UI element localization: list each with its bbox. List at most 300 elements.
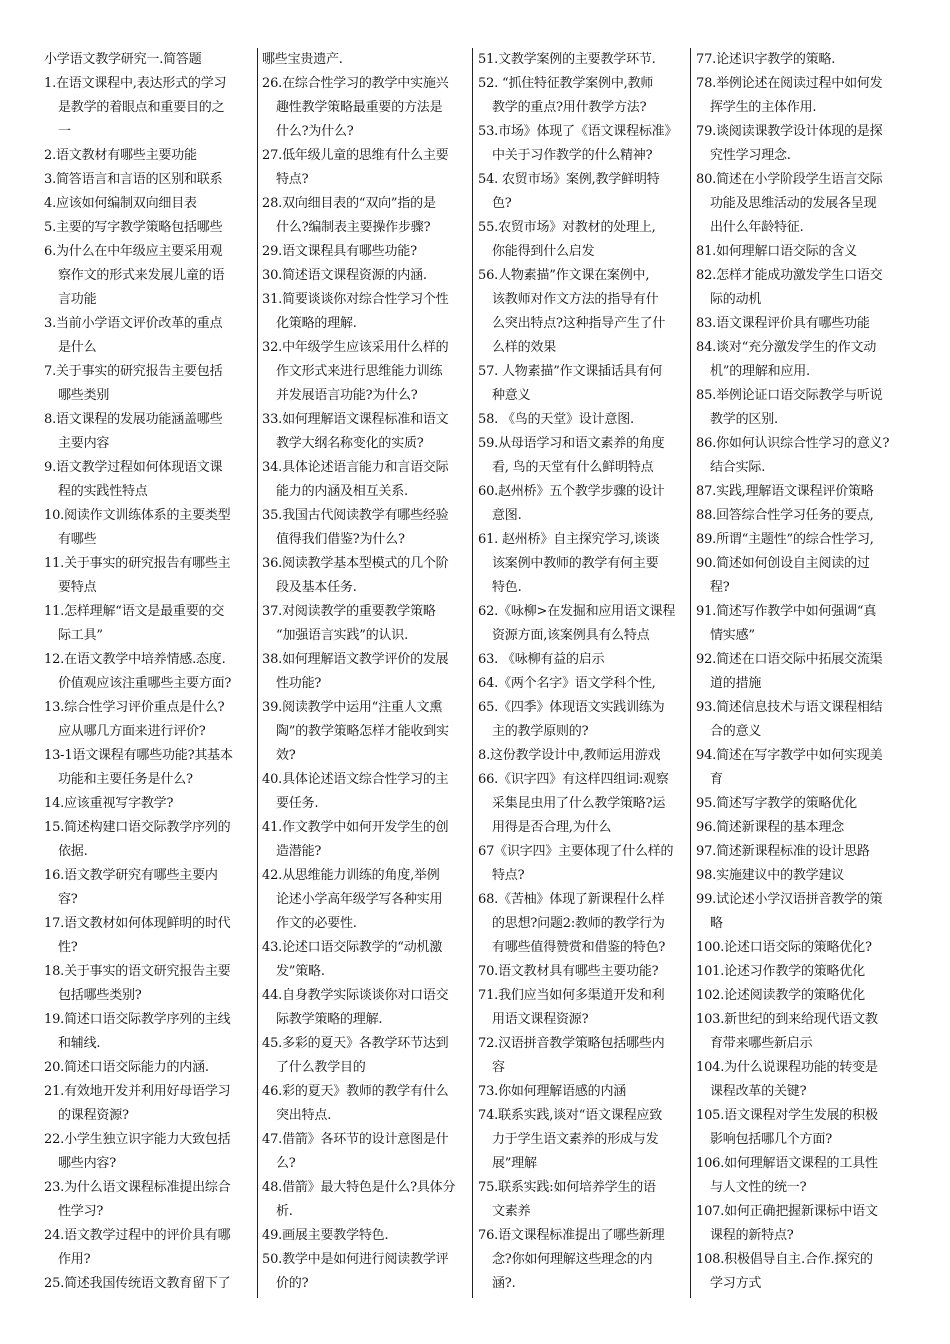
- question-item: [692, 504, 914, 528]
- question-text-continued: 合的意义: [710, 724, 762, 739]
- column-2: [258, 48, 470, 1298]
- question-item: [258, 936, 470, 984]
- question-text: 60.赵州桥》五个教学步骤的设计: [478, 484, 665, 499]
- question-text-continued: 用得是否合理,为什么: [492, 820, 612, 835]
- question-text-continued: 机”的理解和应用.: [710, 364, 810, 379]
- question-text-continued: 种意义: [492, 388, 531, 403]
- question-item: [258, 552, 470, 600]
- question-text: 59.从母语学习和语文素养的角度: [478, 436, 665, 451]
- question-text: 45.多彩的夏天》各教学环节达到: [262, 1036, 449, 1051]
- question-text-continued: 特点?: [276, 172, 309, 187]
- question-item: [474, 408, 688, 432]
- question-text: 72.汉语拼音教学策略包括哪些内: [478, 1036, 665, 1051]
- question-text-continued: 意图.: [492, 508, 522, 523]
- question-text: 7.关于事实的研究报告主要包括: [44, 364, 223, 379]
- question-item: [258, 264, 470, 288]
- question-text-continued: 你能得到什么启发: [492, 244, 595, 259]
- question-item: [692, 528, 914, 552]
- question-item: [692, 888, 914, 936]
- column-divider: [472, 48, 473, 1298]
- question-text: 11.怎样理解“语文是最重要的交: [44, 604, 225, 619]
- question-text-continued: 发”策略.: [276, 964, 325, 979]
- question-item: [692, 1056, 914, 1104]
- question-text-continued: 容: [492, 1060, 505, 1075]
- question-text: 31.简要谈谈你对综合性学习个性: [262, 292, 449, 307]
- question-item: [692, 1200, 914, 1248]
- question-text: 24.语文教学过程中的评价具有哪: [44, 1228, 231, 1243]
- question-item: [258, 864, 470, 936]
- question-item: [474, 168, 688, 216]
- question-item: [40, 696, 254, 744]
- question-text: 26.在综合性学习的教学中实施兴: [262, 76, 449, 91]
- question-text-continued: 文素养: [492, 1204, 531, 1219]
- question-item: [258, 984, 470, 1032]
- question-text-continued: 么?: [276, 1156, 296, 1171]
- question-text: 33.如何理解语文课程标准和语文: [262, 412, 449, 427]
- question-item: [474, 696, 688, 744]
- question-text: 12.在语文教学中培养情感.态度.: [44, 652, 226, 667]
- question-text: 小学语文教学研究一.简答题: [44, 52, 202, 67]
- question-text: 74.联系实践,谈对“语文课程应致: [478, 1108, 663, 1123]
- question-text: 70.语文教材具有哪些主要功能?: [478, 964, 659, 979]
- question-text: 99.试论述小学汉语拼音教学的策: [696, 892, 883, 907]
- question-text-continued: 教学大纲名称变化的实质?: [276, 436, 424, 451]
- question-text: 106.如何理解语文课程的工具性: [696, 1156, 878, 1171]
- question-text: 90.简述如何创设自主阅读的过: [696, 556, 870, 571]
- question-text: 48.借箭》最大特色是什么?具体分: [262, 1180, 456, 1195]
- question-text-continued: 程?: [710, 580, 730, 595]
- question-text-continued: 有哪些值得赞赏和借鉴的特色?: [492, 940, 666, 955]
- question-item: [258, 48, 470, 72]
- question-item: [692, 168, 914, 240]
- question-item: [258, 768, 470, 816]
- question-item: [258, 144, 470, 192]
- question-text: 3.简答语言和言语的区别和联系: [44, 172, 223, 187]
- question-text-continued: 段及基本任务.: [276, 580, 357, 595]
- question-item: [692, 960, 914, 984]
- question-item: [40, 240, 254, 312]
- question-text: 100.论述口语交际的策略优化?: [696, 940, 872, 955]
- question-item: [474, 672, 688, 696]
- question-item: [40, 792, 254, 816]
- question-text-continued: 究性学习理念.: [710, 148, 791, 163]
- question-text: 3.当前小学语文评价改革的重点: [44, 316, 223, 331]
- question-text-continued: 主的教学原则的?: [492, 724, 589, 739]
- question-text-continued: 作文形式来进行思维能力训练: [276, 364, 443, 379]
- question-text-continued: 么样的效果: [492, 340, 557, 355]
- question-item: [40, 1224, 254, 1272]
- question-text-continued: 和辅线.: [58, 1036, 101, 1051]
- question-text: 17.语文教材如何体现鲜明的时代: [44, 916, 231, 931]
- question-text-continued: 哪些内容?: [58, 1156, 116, 1171]
- question-text: 25.简述我国传统语文教育留下了: [44, 1276, 231, 1291]
- question-text-continued: 特色.: [492, 580, 522, 595]
- question-text-continued: 结合实际.: [710, 460, 766, 475]
- question-text: 50.教学中是如何进行阅读教学评: [262, 1252, 449, 1267]
- question-item: [474, 120, 688, 168]
- question-text-continued: 略: [710, 916, 723, 931]
- column-4: [692, 48, 914, 1298]
- question-item: [692, 120, 914, 168]
- question-text: 55.农贸市场》对教材的处理上,: [478, 220, 656, 235]
- question-text: 76.语文课程标准提出了哪些新理: [478, 1228, 665, 1243]
- question-text-continued: 特点?: [492, 868, 525, 883]
- question-text: 68.《苦柚》体现了新课程什么样: [478, 892, 665, 907]
- question-text-continued: 突出特点.: [276, 1108, 332, 1123]
- question-item: [474, 840, 688, 888]
- question-item: [474, 432, 688, 480]
- question-item: [474, 1032, 688, 1080]
- question-text: 93.简述信息技术与语文课程相结: [696, 700, 883, 715]
- question-text-continued: 应从哪几方面来进行评价?: [58, 724, 206, 739]
- question-text-continued: 作用?: [58, 1252, 91, 1267]
- question-item: [692, 984, 914, 1008]
- question-item: [40, 1176, 254, 1224]
- question-text-continued: 要特点: [58, 580, 97, 595]
- question-text: 13-1语文课程有哪些功能?其基本: [44, 748, 233, 763]
- question-item: [40, 168, 254, 192]
- question-text: 37.对阅读教学的重要教学策略: [262, 604, 436, 619]
- question-text: 4.应该如何编制双向细目表: [44, 196, 197, 211]
- question-item: [474, 1224, 688, 1296]
- question-item: [474, 1080, 688, 1104]
- question-item: [40, 72, 254, 144]
- question-text: 56.人物素描”作文课在案例中,: [478, 268, 650, 283]
- question-text: 64.《两个名字》语文学科个性,: [478, 676, 656, 691]
- question-item: [474, 360, 688, 408]
- question-text: 98.实施建议中的教学建议: [696, 868, 845, 883]
- question-text: 75.联系实践:如何培养学生的语: [478, 1180, 656, 1195]
- question-text-continued: 际教学策略的理解.: [276, 1012, 383, 1027]
- question-text: 67《识字四》主要体现了什么样的: [478, 844, 674, 859]
- question-text: 78.举例论述在阅读过程中如何发: [696, 76, 883, 91]
- question-text-continued: 性?: [58, 940, 78, 955]
- question-text-continued: 际工具”: [58, 628, 103, 643]
- question-text-continued: 教学的区别.: [710, 412, 778, 427]
- question-item: [692, 480, 914, 504]
- question-text-continued: “加强语言实践”的认识.: [276, 628, 409, 643]
- question-text-continued: 课程改革的关键?: [710, 1084, 807, 1099]
- question-item: [474, 264, 688, 360]
- question-text-continued: 育: [710, 772, 723, 787]
- question-item: [258, 600, 470, 648]
- question-text: 8.语文课程的发展功能涵盖哪些: [44, 412, 223, 427]
- question-text: 57. 人物素描”作文课插话具有何: [478, 364, 663, 379]
- question-item: [474, 648, 688, 672]
- question-text: 53.市场》体现了《语文课程标准》: [478, 124, 678, 139]
- question-text: 73.你如何理解语感的内涵: [478, 1084, 627, 1099]
- question-text-continued: 采集昆虫用了什么教学策略?运: [492, 796, 666, 811]
- question-item: [40, 648, 254, 696]
- question-text-continued: 出什么年龄特征.: [710, 220, 804, 235]
- question-text: 80.简述在小学阶段学生语言交际: [696, 172, 883, 187]
- question-text: 86.你如何认识综合性学习的意义?: [696, 436, 890, 451]
- question-item: [258, 288, 470, 336]
- question-text: 39.阅读教学中运用“注重人文熏: [262, 700, 443, 715]
- question-text: 21.有效地开发并利用好母语学习: [44, 1084, 231, 1099]
- question-item: [40, 552, 254, 600]
- question-text-continued: 教学的重点?用什教学方法?: [492, 100, 647, 115]
- question-text-continued: 育带来哪些新启示: [710, 1036, 813, 1051]
- question-text: 46.彩的夏天》教师的教学有什么: [262, 1084, 449, 1099]
- question-text: 61. 赵州桥》自主探究学习,谈谈: [478, 532, 660, 547]
- question-item: [692, 1104, 914, 1152]
- question-text: 41.作文教学中如何开发学生的创: [262, 820, 449, 835]
- question-text: 44.自身教学实际谈谈你对口语交: [262, 988, 449, 1003]
- question-text: 40.具体论述语文综合性学习的主: [262, 772, 449, 787]
- question-text: 101.论述习作教学的策略优化: [696, 964, 865, 979]
- question-item: [692, 936, 914, 960]
- question-item: [258, 336, 470, 408]
- question-item: [692, 696, 914, 744]
- question-item: [258, 1128, 470, 1176]
- question-text: 15.简述构建口语交际教学序列的: [44, 820, 231, 835]
- question-text-continued: 有哪些: [58, 532, 97, 547]
- question-item: [692, 1248, 914, 1296]
- question-text: 83.语文课程评价具有哪些功能: [696, 316, 870, 331]
- question-text: 6.为什么在中年级应主要采用观: [44, 244, 223, 259]
- question-text-continued: 察作文的形式来发展儿童的语: [58, 268, 225, 283]
- question-item: [40, 912, 254, 960]
- question-text-continued: 要任务.: [276, 796, 319, 811]
- question-text-continued: 挥学生的主体作用.: [710, 100, 817, 115]
- question-item: [474, 528, 688, 600]
- question-item: [474, 960, 688, 984]
- question-text-continued: 性学习?: [58, 1204, 104, 1219]
- question-text: 35.我国古代阅读教学有哪些经验: [262, 508, 449, 523]
- document-page: [40, 48, 914, 1298]
- question-text-continued: 功能和主要任务是什么?: [58, 772, 193, 787]
- question-text: 95.简述写字教学的策略优化: [696, 796, 857, 811]
- question-text-continued: 色?: [492, 196, 512, 211]
- question-item: [474, 1104, 688, 1176]
- question-item: [474, 48, 688, 72]
- question-item: [692, 600, 914, 648]
- question-text: 20.简述口语交际能力的内涵.: [44, 1060, 209, 1075]
- question-text-continued: 的课程资源?: [58, 1108, 129, 1123]
- question-text-continued: 资源方面,该案例具有么特点: [492, 628, 650, 643]
- question-text: 28.双向细目表的“双向”指的是: [262, 196, 436, 211]
- question-text-continued: 道的措施: [710, 676, 762, 691]
- question-text-continued: 析.: [276, 1204, 293, 1219]
- question-item: [40, 360, 254, 408]
- question-text: 49.画展主要教学特色.: [262, 1228, 389, 1243]
- question-text: 52. “抓住特征教学案例中,教师: [478, 76, 654, 91]
- question-text: 13.综合性学习评价重点是什么?: [44, 700, 225, 715]
- question-item: [40, 600, 254, 648]
- question-item: [40, 408, 254, 456]
- question-item: [40, 744, 254, 792]
- question-text-continued: 展”理解: [492, 1156, 537, 1171]
- question-item: [474, 984, 688, 1032]
- question-item: [258, 1080, 470, 1128]
- question-text: 23.为什么语文课程标准提出综合: [44, 1180, 231, 1195]
- question-text-continued: 程的实践性特点: [58, 484, 148, 499]
- question-item: [40, 216, 254, 240]
- question-text: 2.语文教材有哪些主要功能: [44, 148, 197, 163]
- question-item: [692, 72, 914, 120]
- question-text-continued: 念?你如何理解这些理念的内: [492, 1252, 653, 1267]
- question-text-continued: 主要内容: [58, 436, 110, 451]
- question-text: 71.我们应当如何多渠道开发和利: [478, 988, 665, 1003]
- question-text: 84.谈对“充分激发学生的作文动: [696, 340, 877, 355]
- question-text-continued: 与人文性的统一?: [710, 1180, 807, 1195]
- question-text-continued: 一: [58, 124, 71, 139]
- question-text: 19.简述口语交际教学序列的主线: [44, 1012, 231, 1027]
- question-text: 18.关于事实的语文研究报告主要: [44, 964, 231, 979]
- question-text-continued: 性功能?: [276, 676, 322, 691]
- question-text: 65.《四季》体现语文实践训练为: [478, 700, 665, 715]
- question-item: [692, 48, 914, 72]
- question-text: 81.如何理解口语交际的含义: [696, 244, 857, 259]
- question-text-continued: 陶”的教学策略怎样才能收到实: [276, 724, 449, 739]
- question-text-continued: 言功能: [58, 292, 97, 307]
- question-text: 94.简述在写字教学中如何实现美: [696, 748, 883, 763]
- question-text: 103.新世纪的到来给现代语文教: [696, 1012, 878, 1027]
- question-text: 77.论述识字教学的策略.: [696, 52, 836, 67]
- question-text: 16.语文教学研究有哪些主要内: [44, 868, 218, 883]
- question-text-continued: 价值观应该注重哪些主要方面?: [58, 676, 232, 691]
- question-text: 62.《咏柳>在发掘和应用语文课程: [478, 604, 676, 619]
- question-text: 47.借箭》各环节的设计意图是什: [262, 1132, 449, 1147]
- question-text-continued: 该案例中教师的教学有何主要: [492, 556, 659, 571]
- question-item: [40, 48, 254, 72]
- question-text: 102.论述阅读教学的策略优化: [696, 988, 865, 1003]
- question-item: [692, 552, 914, 600]
- question-text-continued: 效?: [276, 748, 296, 763]
- question-text: 42.从思维能力训练的角度,举例: [262, 868, 440, 883]
- question-item: [258, 648, 470, 696]
- question-text-continued: 的思想?问题2:教师的教学行为: [492, 916, 665, 931]
- question-text-continued: 论述小学高年级学写各种实用: [276, 892, 443, 907]
- question-item: [692, 1152, 914, 1200]
- question-item: [40, 1128, 254, 1176]
- question-item: [474, 768, 688, 840]
- question-text-continued: 价的?: [276, 1276, 309, 1291]
- question-text-continued: 际的动机: [710, 292, 762, 307]
- question-text-continued: 课程的新特点?: [710, 1228, 794, 1243]
- question-text-continued: 影响包括哪几个方面?: [710, 1132, 832, 1147]
- question-text: 66.《识字四》有这样四组词:观察: [478, 772, 669, 787]
- question-item: [692, 240, 914, 264]
- question-text-continued: 什么?为什么?: [276, 124, 354, 139]
- question-text-continued: 力于学生语文素养的形成与发: [492, 1132, 659, 1147]
- question-text-continued: 功能及思维活动的发展各呈现: [710, 196, 877, 211]
- question-item: [692, 744, 914, 792]
- question-text: 97.简述新课程标准的设计思路: [696, 844, 870, 859]
- question-text: 11.关于事实的研究报告有哪些主: [44, 556, 231, 571]
- question-item: [474, 216, 688, 264]
- question-text: 107.如何正确把握新课标中语文: [696, 1204, 878, 1219]
- question-item: [474, 72, 688, 120]
- question-text: 36.阅读教学基本型模式的几个阶: [262, 556, 449, 571]
- question-text-continued: 并发展语言功能?为什么?: [276, 388, 418, 403]
- question-item: [692, 648, 914, 696]
- question-item: [40, 456, 254, 504]
- question-text-continued: 趣性教学策略最重要的方法是: [276, 100, 443, 115]
- question-text: 88.回答综合性学习任务的要点,: [696, 508, 874, 523]
- question-text: 27.低年级儿童的思维有什么主要: [262, 148, 449, 163]
- question-text-continued: 能力的内涵及相互关系.: [276, 484, 408, 499]
- question-text: 8.这份教学设计中,教师运用游戏: [478, 748, 661, 763]
- question-text-continued: 是什么: [58, 340, 97, 355]
- question-text: 79.谈阅读课教学设计体现的是探: [696, 124, 883, 139]
- question-item: [40, 312, 254, 360]
- question-text-continued: 是教学的着眼点和重要目的之: [58, 100, 225, 115]
- question-text: 85.举例论证口语交际教学与听说: [696, 388, 883, 403]
- question-item: [258, 1176, 470, 1224]
- question-text: 10.阅读作文训练体系的主要类型: [44, 508, 231, 523]
- question-text-continued: 值得我们借鉴?为什么?: [276, 532, 405, 547]
- question-item: [692, 336, 914, 384]
- question-item: [692, 864, 914, 888]
- question-text-continued: 学习方式: [710, 1276, 762, 1291]
- question-item: [474, 744, 688, 768]
- question-item: [692, 432, 914, 480]
- question-text: 89.所谓“主题性”的综合性学习,: [696, 532, 874, 547]
- question-item: [258, 408, 470, 456]
- question-text: 105.语文课程对学生发展的积极: [696, 1108, 878, 1123]
- question-text: 1.在语文课程中,表达形式的学习: [44, 76, 227, 91]
- question-item: [40, 1080, 254, 1128]
- column-3: [474, 48, 688, 1298]
- question-text: 87.实践,理解语文课程评价策略: [696, 484, 874, 499]
- question-item: [474, 480, 688, 528]
- question-text-continued: 作文的必要性.: [276, 916, 357, 931]
- question-item: [692, 816, 914, 840]
- question-item: [474, 888, 688, 960]
- question-text-continued: 情实感”: [710, 628, 755, 643]
- question-text: 43.论述口语交际教学的“动机激: [262, 940, 443, 955]
- question-item: [692, 1008, 914, 1056]
- question-text: 51.文教学案例的主要教学环节.: [478, 52, 656, 67]
- question-text: 82.怎样才能成功激发学生口语交: [696, 268, 883, 283]
- question-text: 91.简述写作教学中如何强调“真: [696, 604, 877, 619]
- question-item: [692, 792, 914, 816]
- question-text-continued: 看, 鸟的天堂有什么鲜明特点: [492, 460, 654, 475]
- question-text-continued: 容?: [58, 892, 78, 907]
- question-item: [258, 192, 470, 240]
- question-text: 哪些宝贵遗产.: [262, 52, 343, 67]
- question-item: [258, 1248, 470, 1296]
- question-item: [258, 1032, 470, 1080]
- question-text: 22.小学生独立识字能力大致包括: [44, 1132, 231, 1147]
- question-text: 63. 《咏柳有益的启示: [478, 652, 605, 667]
- question-text-continued: 化策略的理解.: [276, 316, 357, 331]
- question-text: 29.语文课程具有哪些功能?: [262, 244, 417, 259]
- question-item: [40, 1008, 254, 1056]
- question-text-continued: 什么?编制表主要操作步骤?: [276, 220, 431, 235]
- question-item: [692, 840, 914, 864]
- question-text-continued: 哪些类别: [58, 388, 110, 403]
- question-item: [474, 600, 688, 648]
- question-text-continued: 该教师对作文方法的指导有什: [492, 292, 659, 307]
- question-text-continued: 用语文课程资源?: [492, 1012, 589, 1027]
- question-text: 54. 农贸市场》案例,教学鲜明特: [478, 172, 660, 187]
- question-text-continued: 涵?.: [492, 1276, 516, 1291]
- question-text-continued: 么突出特点?这种指导产生了什: [492, 316, 666, 331]
- question-text: 92.简述在口语交际中拓展交流渠: [696, 652, 883, 667]
- question-item: [258, 240, 470, 264]
- question-item: [692, 264, 914, 312]
- question-text-continued: 包括哪些类别?: [58, 988, 142, 1003]
- question-item: [40, 864, 254, 912]
- question-text: 96.简述新课程的基本理念: [696, 820, 845, 835]
- column-1: [40, 48, 254, 1298]
- question-item: [40, 1056, 254, 1080]
- question-text-continued: 造潜能?: [276, 844, 322, 859]
- question-text: 5.主要的写字教学策略包括哪些: [44, 220, 223, 235]
